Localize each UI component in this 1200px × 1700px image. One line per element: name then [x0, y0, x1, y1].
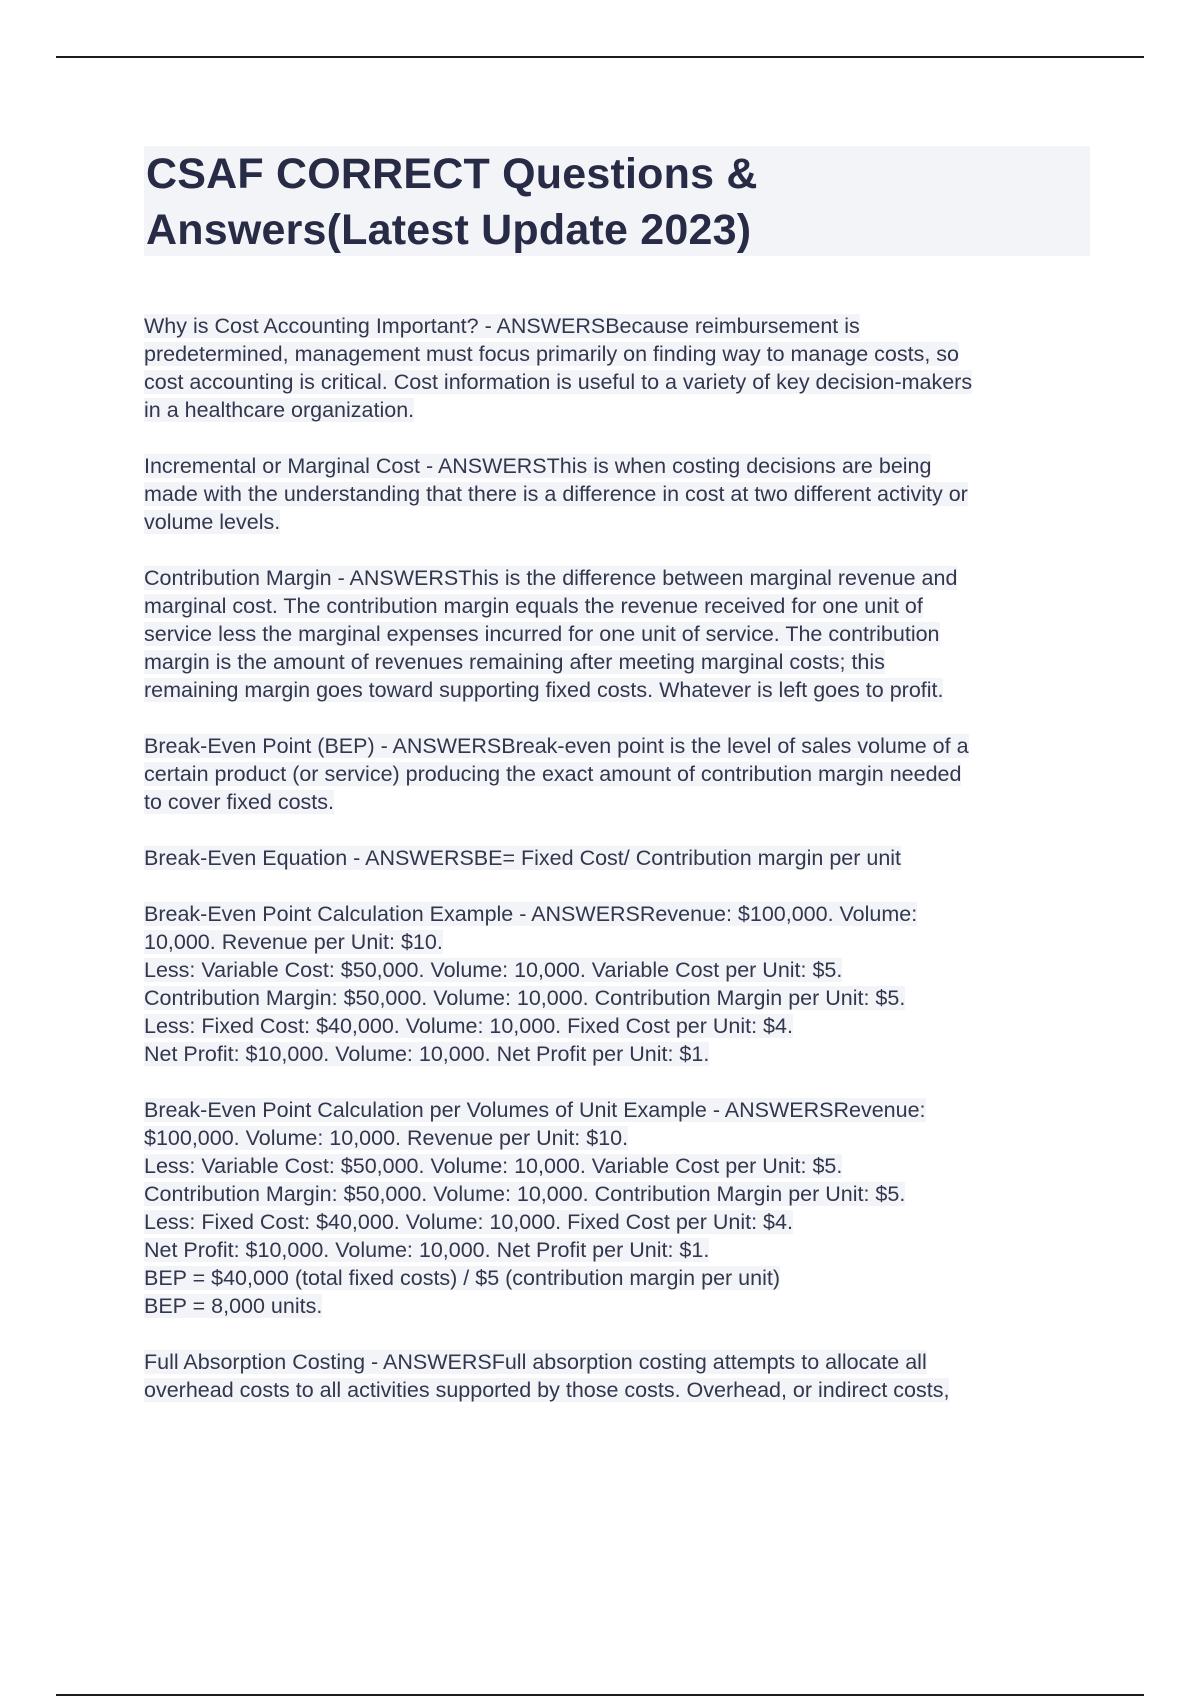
- qa-entry: [144, 1348, 1090, 1404]
- qa-line-text: Less: Fixed Cost: $40,000. Volume: 10,000. Fixed Cost per Unit: $4.: [144, 1210, 793, 1234]
- qa-line-text: Contribution Margin: $50,000. Volume: 10,000. Contribution Margin per Unit: $5.: [144, 986, 906, 1010]
- qa-entry: [144, 1096, 1090, 1320]
- qa-line: [144, 676, 1090, 704]
- qa-entry: [144, 900, 1090, 1068]
- qa-line: [144, 732, 1090, 760]
- qa-line-text: Incremental or Marginal Cost - ANSWERSThis is when costing decisions are being: [144, 454, 932, 478]
- qa-line-text: Break-Even Point (BEP) - ANSWERSBreak-even point is the level of sales volume of a: [144, 734, 969, 758]
- qa-line: [144, 368, 1090, 396]
- qa-line-text: Net Profit: $10,000. Volume: 10,000. Net Profit per Unit: $1.: [144, 1042, 710, 1066]
- qa-line-text: Break-Even Equation - ANSWERSBE= Fixed Cost/ Contribution margin per unit: [144, 846, 902, 870]
- qa-line: [144, 984, 1090, 1012]
- qa-line-text: Less: Variable Cost: $50,000. Volume: 10,000. Variable Cost per Unit: $5.: [144, 1154, 843, 1178]
- title-line-1: CSAF CORRECT Questions &: [146, 150, 758, 198]
- qa-line: [144, 1152, 1090, 1180]
- qa-line-text: Break-Even Point Calculation Example - ANSWERSRevenue: $100,000. Volume:: [144, 902, 918, 926]
- qa-line-text: volume levels.: [144, 510, 281, 534]
- qa-line-text: predetermined, management must focus primarily on finding way to manage costs, so: [144, 342, 960, 366]
- qa-entry: [144, 844, 1090, 872]
- qa-line-text: overhead costs to all activities supported by those costs. Overhead, or indirect costs,: [144, 1378, 950, 1402]
- qa-line: [144, 452, 1090, 480]
- qa-line: [144, 592, 1090, 620]
- top-rule: [56, 56, 1144, 58]
- qa-line: [144, 1208, 1090, 1236]
- qa-line: [144, 1040, 1090, 1068]
- qa-line-text: Break-Even Point Calculation per Volumes of Unit Example - ANSWERSRevenue:: [144, 1098, 926, 1122]
- qa-line: [144, 396, 1090, 424]
- qa-line-text: Less: Fixed Cost: $40,000. Volume: 10,000. Fixed Cost per Unit: $4.: [144, 1014, 793, 1038]
- qa-line: [144, 1236, 1090, 1264]
- qa-list: [144, 312, 1090, 1432]
- qa-line-text: service less the marginal expenses incurred for one unit of service. The contribution: [144, 622, 940, 646]
- qa-line-text: Why is Cost Accounting Important? - ANSWERSBecause reimbursement is: [144, 314, 860, 338]
- qa-line: [144, 340, 1090, 368]
- qa-line: [144, 760, 1090, 788]
- qa-line: [144, 508, 1090, 536]
- qa-line-text: margin is the amount of revenues remaining after meeting marginal costs; this: [144, 650, 885, 674]
- qa-line-text: BEP = $40,000 (total fixed costs) / $5 (contribution margin per unit): [144, 1266, 780, 1290]
- qa-line-text: $100,000. Volume: 10,000. Revenue per Unit: $10.: [144, 1126, 629, 1150]
- qa-line-text: BEP = 8,000 units.: [144, 1294, 323, 1318]
- qa-line: [144, 1264, 1090, 1292]
- qa-line: [144, 648, 1090, 676]
- qa-line: [144, 1348, 1090, 1376]
- qa-line-text: cost accounting is critical. Cost information is useful to a variety of key decision-makers: [144, 370, 973, 394]
- bottom-rule: [56, 1694, 1144, 1696]
- qa-line: [144, 620, 1090, 648]
- qa-line: [144, 1124, 1090, 1152]
- qa-line-text: Contribution Margin - ANSWERSThis is the difference between marginal revenue and: [144, 566, 958, 590]
- qa-line-text: to cover fixed costs.: [144, 790, 334, 814]
- qa-line-text: in a healthcare organization.: [144, 398, 415, 422]
- qa-line: [144, 788, 1090, 816]
- qa-line-text: Less: Variable Cost: $50,000. Volume: 10,000. Variable Cost per Unit: $5.: [144, 958, 843, 982]
- qa-line: [144, 1292, 1090, 1320]
- qa-line-text: certain product (or service) producing the exact amount of contribution margin needed: [144, 762, 962, 786]
- qa-line: [144, 844, 1090, 872]
- qa-entry: [144, 564, 1090, 704]
- qa-line-text: Contribution Margin: $50,000. Volume: 10,000. Contribution Margin per Unit: $5.: [144, 1182, 906, 1206]
- qa-line: [144, 564, 1090, 592]
- qa-line-text: Net Profit: $10,000. Volume: 10,000. Net Profit per Unit: $1.: [144, 1238, 710, 1262]
- qa-entry: [144, 452, 1090, 536]
- qa-line: [144, 480, 1090, 508]
- qa-line: [144, 1376, 1090, 1404]
- qa-line: [144, 956, 1090, 984]
- qa-entry: [144, 312, 1090, 424]
- qa-entry: [144, 732, 1090, 816]
- qa-line-text: marginal cost. The contribution margin equals the revenue received for one unit of: [144, 594, 923, 618]
- qa-line: [144, 1180, 1090, 1208]
- title-block: [144, 146, 1090, 256]
- title-line-2: Answers(Latest Update 2023): [146, 206, 752, 254]
- qa-line-text: remaining margin goes toward supporting fixed costs. Whatever is left goes to profit.: [144, 678, 944, 702]
- qa-line: [144, 1096, 1090, 1124]
- qa-line: [144, 900, 1090, 928]
- qa-line: [144, 928, 1090, 956]
- qa-line-text: made with the understanding that there is a difference in cost at two different activity or: [144, 482, 968, 506]
- qa-line: [144, 1012, 1090, 1040]
- qa-line-text: 10,000. Revenue per Unit: $10.: [144, 930, 443, 954]
- qa-line: [144, 312, 1090, 340]
- qa-line-text: Full Absorption Costing - ANSWERSFull absorption costing attempts to allocate all: [144, 1350, 927, 1374]
- page-title: [144, 146, 1090, 258]
